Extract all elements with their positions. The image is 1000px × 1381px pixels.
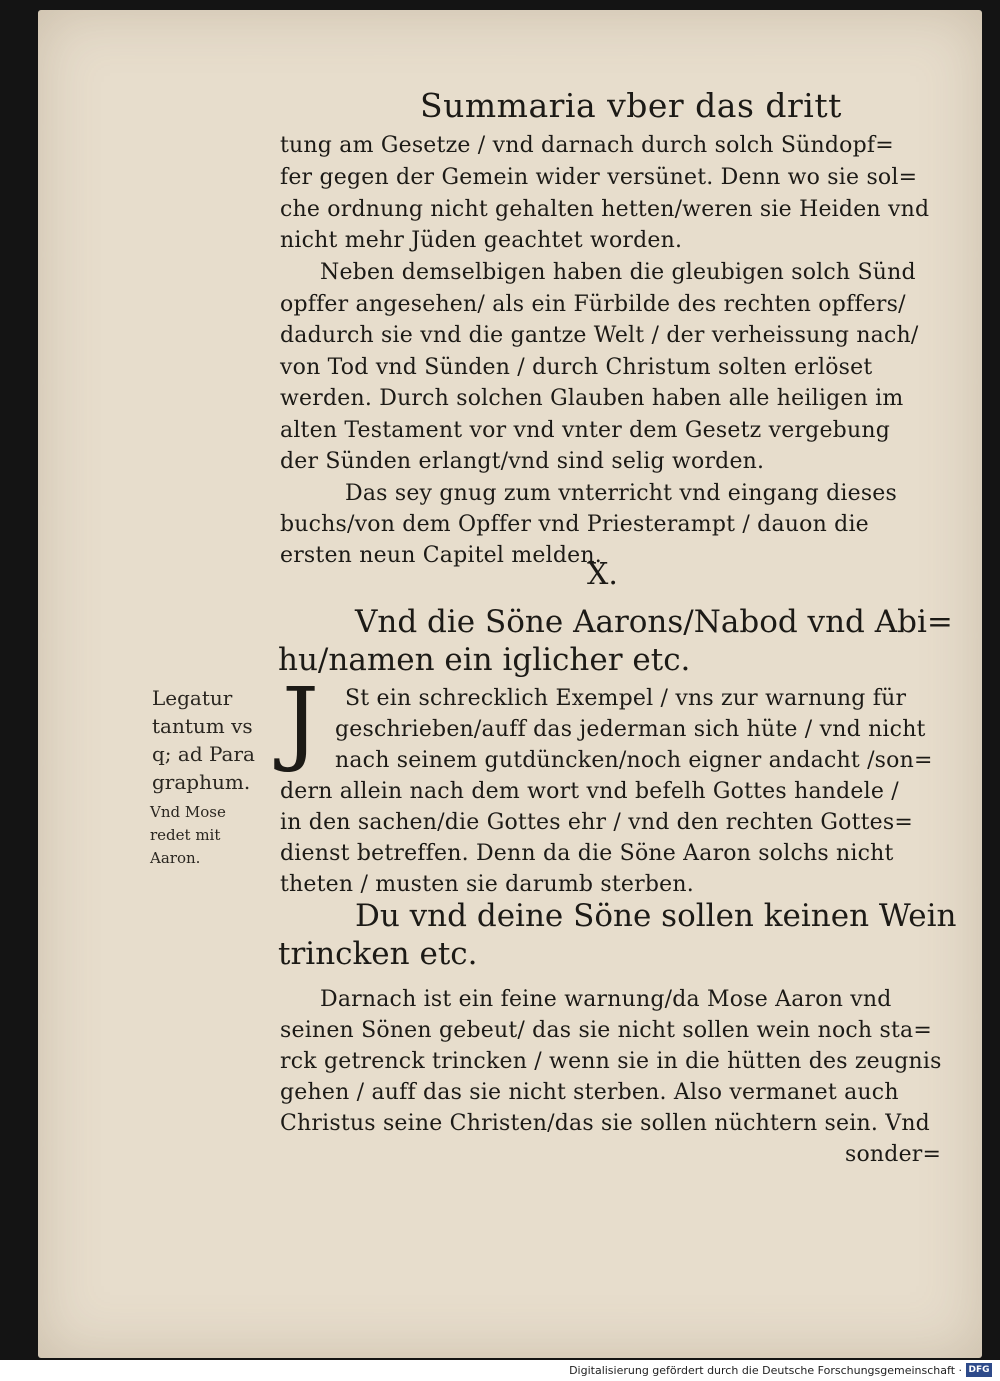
margin-note: tantum vs	[152, 714, 253, 738]
text-line: nicht mehr Jüden geachtet worden.	[280, 228, 683, 253]
text-line: Neben demselbigen haben die gleubigen solch Sünd	[320, 260, 916, 285]
running-header: Summaria vber das dritt	[420, 86, 842, 125]
text-line: in den sachen/die Gottes ehr / vnd den rechten Gottes=	[280, 810, 914, 835]
text-line: Darnach ist ein feine warnung/da Mose Aaron vnd	[320, 987, 892, 1012]
text-line: theten / musten sie darumb sterben.	[280, 872, 694, 897]
text-line: seinen Sönen gebeut/ das sie nicht sollen wein noch sta=	[280, 1018, 932, 1043]
drop-cap-initial: J	[282, 668, 319, 775]
section-heading: Du vnd deine Söne sollen keinen Wein	[355, 898, 957, 934]
text-line: Das sey gnug zum vnterricht vnd eingang dieses	[345, 481, 898, 506]
section-heading: hu/namen ein iglicher etc.	[278, 642, 691, 678]
text-line: ersten neun Capitel melden.	[280, 543, 602, 568]
text-line: St ein schrecklich Exempel / vns zur warnung für	[345, 686, 907, 711]
margin-note: graphum.	[152, 770, 251, 794]
section-heading: Vnd die Söne Aarons/Nabod vnd Abi=	[355, 604, 953, 640]
margin-note: q; ad Para	[152, 742, 255, 766]
text-line: Christus seine Christen/das sie sollen nüchtern sein. Vnd	[280, 1111, 930, 1136]
margin-note: Aaron.	[150, 849, 201, 867]
section-heading: trincken etc.	[278, 936, 478, 972]
text-line: dadurch sie vnd die gantze Welt / der verheissung nach/	[280, 323, 919, 348]
text-line: alten Testament vor vnd vnter dem Gesetz vergebung	[280, 418, 890, 443]
margin-note: Legatur	[152, 686, 233, 710]
text-line: dern allein nach dem wort vnd befelh Gottes handele /	[280, 779, 899, 804]
text-line: gehen / auff das sie nicht sterben. Also vermanet auch	[280, 1080, 899, 1105]
text-line: buchs/von dem Opffer vnd Priesterampt / dauon die	[280, 512, 869, 537]
footer-bar	[0, 1360, 1000, 1381]
margin-note: Vnd Mose	[150, 803, 226, 821]
text-line: opffer angesehen/ als ein Fürbilde des rechten opffers/	[280, 292, 906, 317]
text-line: der Sünden erlangt/vnd sind selig worden.	[280, 449, 765, 474]
catchword: sonder=	[845, 1142, 942, 1167]
text-line: fer gegen der Gemein wider versünet. Denn wo sie sol=	[280, 165, 918, 190]
margin-note: redet mit	[150, 826, 221, 844]
dfg-logo[interactable]: DFG	[966, 1363, 992, 1377]
text-line: nach seinem gutdüncken/noch eigner andacht /son=	[335, 748, 933, 773]
text-line: werden. Durch solchen Glauben haben alle heiligen im	[280, 386, 904, 411]
text-line: che ordnung nicht gehalten hetten/weren sie Heiden vnd	[280, 197, 930, 222]
section-number: X.	[587, 557, 618, 592]
text-line: tung am Gesetze / vnd darnach durch solch Sündopf=	[280, 133, 894, 158]
text-line: von Tod vnd Sünden / durch Christum solten erlöset	[280, 355, 873, 380]
text-line: geschrieben/auff das jederman sich hüte / vnd nicht	[335, 717, 926, 742]
text-line: rck getrenck trincken / wenn sie in die hütten des zeugnis	[280, 1049, 942, 1074]
funding-credit: Digitalisierung gefördert durch die Deutsche Forschungsgemeinschaft ·	[569, 1364, 962, 1377]
text-line: dienst betreffen. Denn da die Söne Aaron solchs nicht	[280, 841, 894, 866]
